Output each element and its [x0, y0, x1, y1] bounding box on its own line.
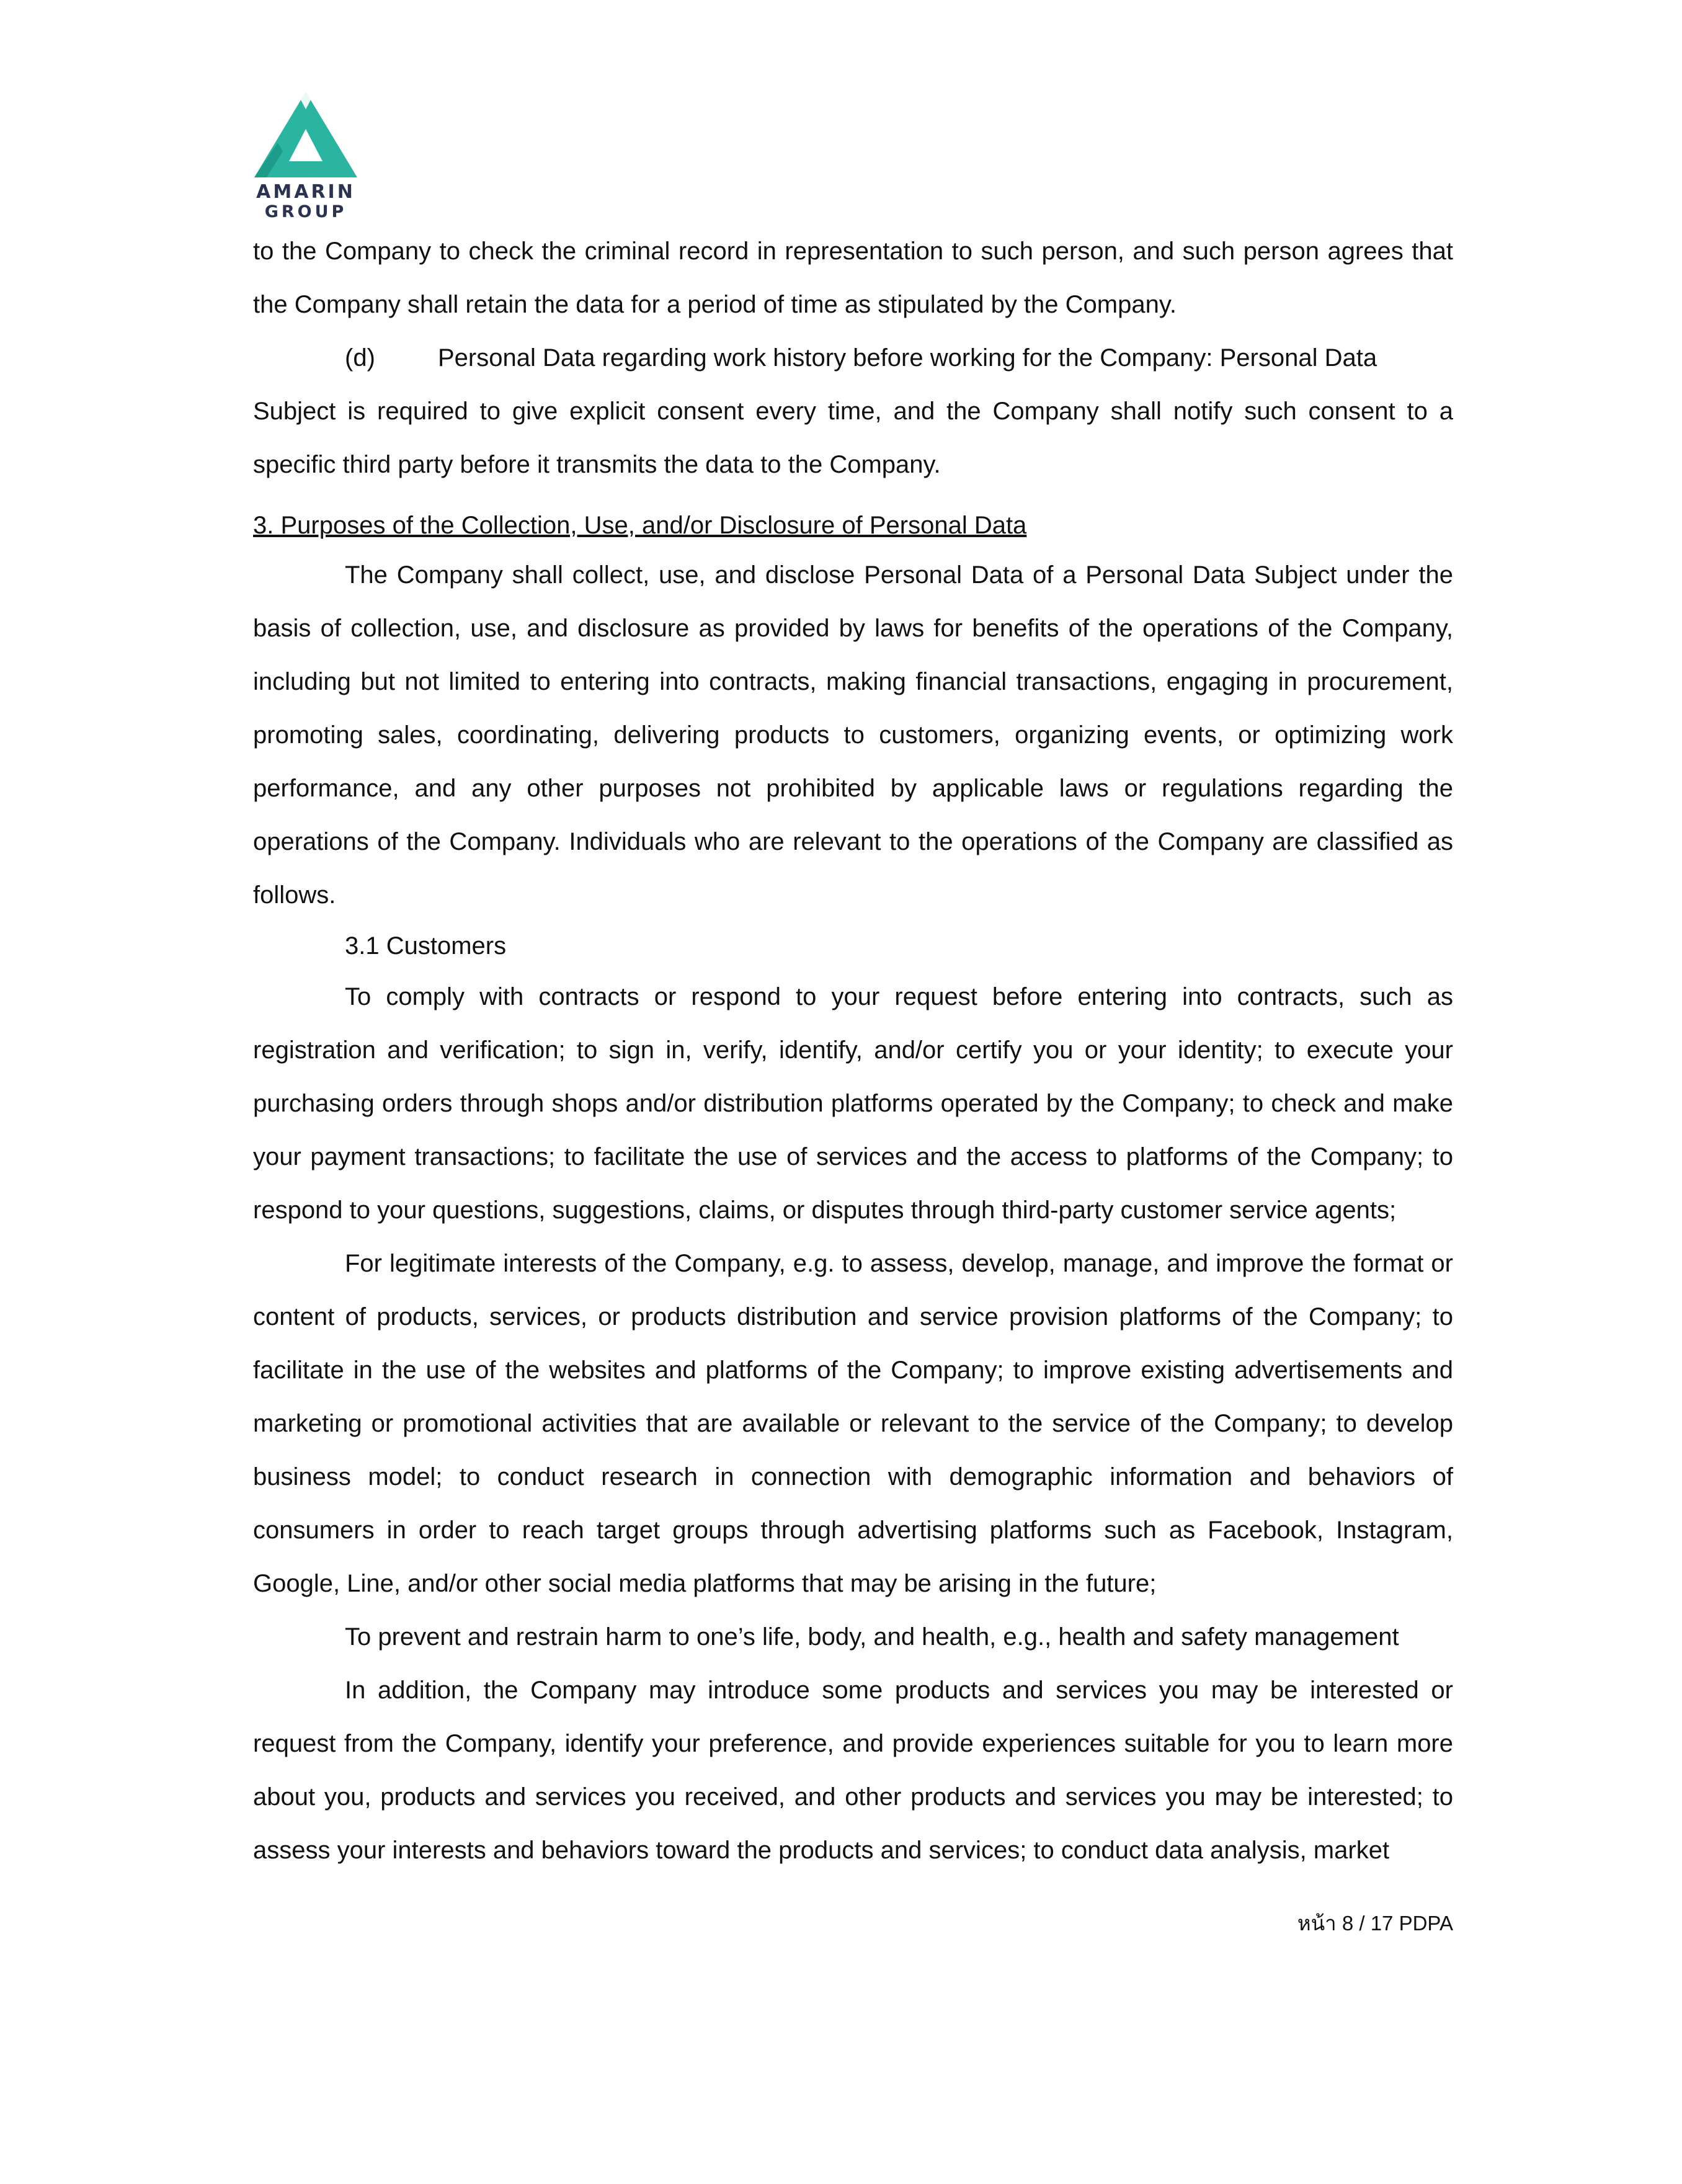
- paragraph-prevent-harm: To prevent and restrain harm to one’s life, body, and health, e.g., health and safety management: [345, 1623, 1399, 1651]
- subsection-3-1-heading: 3.1 Customers: [345, 932, 507, 960]
- paragraph-legitimate-interests: For legitimate interests of the Company, e.g. to assess, develop, manage, and improve the format or content of products, services, or products distribution and service provision platforms of the Company; to facilitate in the use of the websites and platforms of the Company; to improve existing advertisements and marketing or promotional activities that are available or relevant to the service of the Company; to develop business model; to conduct research in connection with demographic information and behaviors of consumers in order to reach target groups through advertising platforms such as Facebook, Instagram, Google, Line, and/or other social media platforms that may be arising in the future;: [253, 1250, 1453, 1597]
- document-body: [253, 225, 1453, 1877]
- clause-d: [253, 331, 1453, 385]
- paragraph-in-addition: In addition, the Company may introduce some products and services you may be interested or request from the Company, identify your preference, and provide experiences suitable for you to learn more about you, products and services you received, and other products and services you may be interested; to assess your interests and behaviors toward the products and services; to conduct data analysis, market: [253, 1677, 1453, 1864]
- logo-text-amarin: AMARIN: [256, 181, 355, 203]
- paragraph-criminal-record: to the Company to check the criminal record in representation to such person, and such person agrees that the Company shall retain the data for a period of time as stipulated by the Company.: [253, 238, 1453, 318]
- amarin-group-logo: [253, 91, 358, 221]
- paragraph-purposes: The Company shall collect, use, and disclose Personal Data of a Personal Data Subject under the basis of collection, use, and disclosure as provided by laws for benefits of the operations of the Company, including but not limited to entering into contracts, making financial transactions, engaging in procurement, promoting sales, coordinating, delivering products to customers, organizing events, or optimizing work performance, and any other purposes not prohibited by applicable laws or regulations regarding the operations of the Company. Individuals who are relevant to the operations of the Company are classified as follows.: [253, 561, 1453, 909]
- logo-text-group: GROUP: [264, 202, 347, 221]
- clause-d-label: (d): [345, 344, 375, 372]
- clause-d-text: Personal Data regarding work history before working for the Company: Personal Data: [438, 344, 1377, 372]
- paragraph-contracts: To comply with contracts or respond to your request before entering into contracts, such as registration and verification; to sign in, verify, identify, and/or certify you or your identity; to execute your purchasing orders through shops and/or distribution platforms operated by the Company; to check and make your payment transactions; to facilitate the use of services and the access to platforms of the Company; to respond to your questions, suggestions, claims, or disputes through third-party customer service agents;: [253, 983, 1453, 1224]
- page-number-footer: หน้า 8 / 17 PDPA: [1297, 1912, 1453, 1935]
- clause-d-continuation: Subject is required to give explicit consent every time, and the Company shall notify such consent to a specific third party before it transmits the data to the Company.: [253, 398, 1453, 478]
- triangle-logo-icon: [253, 91, 358, 181]
- section-3-heading: 3. Purposes of the Collection, Use, and/or Disclosure of Personal Data: [253, 512, 1027, 539]
